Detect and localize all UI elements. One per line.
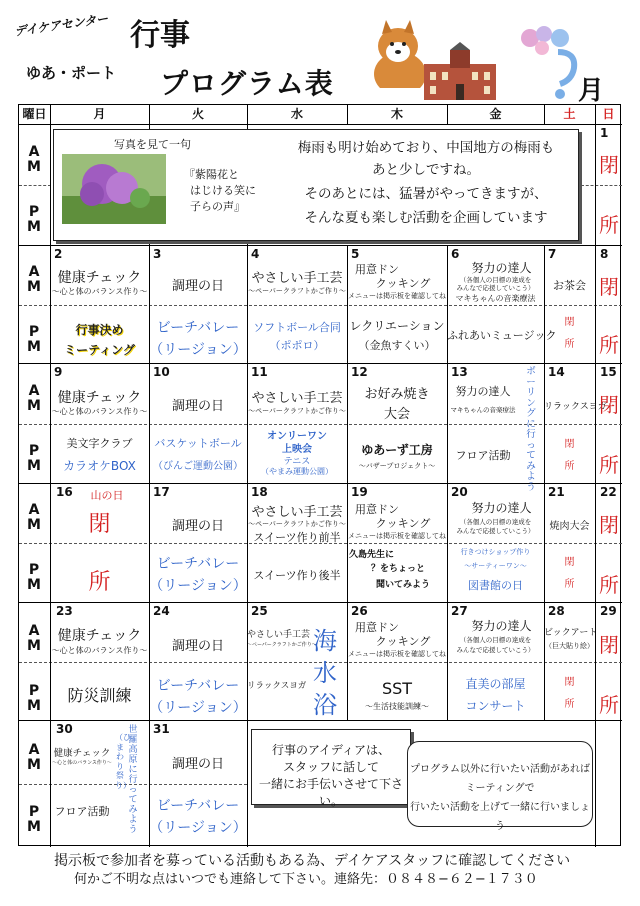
activity: ふれあいミュージック [447, 329, 557, 342]
pm-label: P M [27, 443, 41, 474]
note-box-meeting [407, 741, 593, 832]
am-label: A M [27, 502, 41, 533]
day-number: 31 [153, 722, 170, 736]
haiku-line1: 『紫陽花と [184, 168, 239, 181]
org-name: デイケアセンター [13, 11, 109, 39]
footer-note: 掲示板で参加者を募っている活動もある為、デイケアスタッフに確認してください [54, 853, 571, 869]
intro-box [53, 129, 579, 241]
closed-label: 閉 [88, 512, 111, 537]
activity: 大会 [383, 407, 410, 422]
activity: 調理の日 [171, 639, 224, 654]
activity: リラックスヨガ [544, 402, 607, 412]
activity-sub: 〜心と体のバランス作り〜 [51, 287, 148, 296]
activity: フロア活動 [455, 449, 511, 462]
closed-label: 所 [599, 213, 619, 237]
activity: 努力の達人 [471, 501, 532, 515]
activity: ビーチバレー [156, 798, 240, 814]
activity: 健康チェック [57, 270, 142, 286]
activity-sub: 〜生活技能訓練〜 [365, 702, 429, 711]
closed-label: 閉 [599, 633, 619, 657]
closed-label: 閉 [599, 393, 619, 417]
closed-label: 所 [564, 339, 575, 350]
haiku-line3: 子らの声』 [190, 200, 245, 213]
day-number: 12 [351, 365, 368, 379]
footer-contact: 何かご不明な点はいつでも連絡して下さい。連絡先：０８４８−６２−１７３０ [74, 872, 538, 887]
activity: SST [381, 679, 413, 698]
activity-sub: マキちゃんの音楽療法 [450, 406, 516, 414]
activity: 直美の部屋 [465, 677, 526, 691]
day-number: 27 [451, 604, 468, 618]
activity-big: 水 [313, 659, 337, 687]
photo-caption: 写真を見て一句 [114, 138, 191, 151]
activity: 〜サーティーワン〜 [464, 562, 527, 570]
activity-sub: みんなで応援していこう） [456, 284, 535, 292]
activity: クッキング [375, 517, 431, 530]
col-header-fri: 金 [489, 107, 502, 121]
activity: フロア活動 [54, 805, 110, 818]
activity: 調理の日 [171, 279, 224, 294]
activity: お茶会 [553, 279, 586, 292]
activity: 健康チェック [57, 390, 142, 406]
activity: 努力の達人 [455, 385, 511, 398]
day-number: 16 [56, 485, 73, 499]
day-number: 13 [451, 365, 468, 379]
note-line: スタッフに話して [282, 760, 379, 774]
message-line1: 梅雨も明け始めており、中国地方の梅雨も [297, 140, 555, 156]
day-number: 11 [251, 365, 268, 379]
activity: コンサート [465, 699, 526, 713]
day-number: 9 [54, 365, 63, 379]
activity: レクリエーション [349, 319, 445, 333]
activity-sub: みんなで応援していこう） [456, 646, 535, 654]
closed-label: 閉 [599, 275, 619, 299]
activity: ビーチバレー [156, 320, 240, 336]
day-number: 15 [600, 365, 617, 379]
activity: クッキング [375, 277, 431, 290]
activity-sub: みんなで応援していこう） [456, 527, 535, 535]
day-number: 7 [548, 247, 557, 261]
note-line: 行いたい活動を上げて一緒に行いましょう [410, 802, 590, 832]
pm-label: P M [27, 683, 41, 714]
day-number: 20 [451, 485, 468, 499]
note-line: ミーティングで [465, 783, 535, 794]
page-title-line1: 行事 [130, 18, 190, 53]
note-line: 行事のアイディアは、 [272, 743, 390, 757]
activity: ビーチバレー [156, 556, 240, 572]
note-line: 一緒にお手伝いさせて下さい。 [258, 777, 403, 808]
col-header-thu: 木 [390, 107, 403, 121]
day-number: 6 [451, 247, 460, 261]
month-label: 月 [578, 76, 605, 106]
station-illustration [420, 40, 500, 102]
pm-label: P M [27, 562, 41, 593]
day-number: 24 [153, 604, 170, 618]
day-number: 1 [600, 126, 609, 140]
am-label: A M [27, 383, 41, 414]
activity: やさしい手工芸 [251, 271, 343, 286]
activity: 焼肉大会 [549, 521, 590, 532]
activity-sub: 〜ペーパークラフトかご作り〜 [248, 407, 346, 415]
day-number: 21 [548, 485, 565, 499]
activity: 調理の日 [171, 519, 224, 534]
activity-big: 海 [313, 627, 337, 655]
activity: 努力の達人 [471, 261, 532, 275]
activity: （やまみ運動公園） [261, 467, 333, 476]
activity: （リージョン） [149, 578, 247, 594]
org-subname: ゆあ・ポート [26, 64, 117, 82]
day-number: 30 [56, 722, 73, 736]
activity: オンリーワン [267, 431, 327, 442]
activity-sub: 〜バザープロジェクト〜 [358, 462, 436, 470]
activity: カラオケBOX [63, 459, 136, 473]
activity: 健康チェック [57, 628, 142, 644]
activity-sub: メニューは掲示板を確認してね [348, 292, 446, 300]
col-header-mon: 月 [93, 107, 106, 121]
day-number: 10 [153, 365, 170, 379]
activity-vertical: ボーリングに行ってみよう [526, 366, 536, 493]
activity: クッキング [375, 635, 431, 648]
program-table [18, 104, 621, 846]
am-label: A M [27, 742, 41, 773]
activity: やさしい手工芸 [251, 391, 343, 406]
activity: 努力の達人 [471, 619, 532, 633]
closed-label: 所 [599, 333, 619, 357]
activity-vertical: （ひまわり祭り） [115, 733, 131, 790]
closed-label: 所 [564, 579, 575, 590]
activity: （リージョン） [149, 700, 247, 716]
day-number: 25 [251, 604, 268, 618]
note-line: プログラム以外に行いたい活動があれば [410, 764, 590, 775]
col-header-youbi: 曜日 [22, 107, 47, 121]
activity-sub: （各個人の目標の達成を [459, 636, 532, 644]
activity: お好み焼き [364, 387, 430, 402]
closed-label: 所 [599, 453, 619, 477]
activity: （リージョン） [149, 342, 247, 358]
activity-sub: メニューは掲示板を確認してね [348, 532, 446, 540]
am-label: A M [27, 144, 41, 175]
activity: リラックスヨガ [247, 681, 307, 691]
closed-label: 所 [599, 693, 619, 717]
am-label: A M [27, 264, 41, 295]
pm-label: P M [27, 204, 41, 235]
haiku-line2: はじける笑に [190, 184, 256, 197]
activity: 調理の日 [171, 757, 224, 772]
activity: ビーチバレー [156, 678, 240, 694]
closed-label: 閉 [564, 557, 575, 568]
activity: 行事決め [75, 323, 124, 337]
activity: ゆあーず工房 [361, 443, 433, 457]
day-number: 2 [54, 247, 63, 261]
activity-sub: 〜心と体のバランス作り〜 [51, 646, 148, 655]
closed-label: 所 [599, 573, 619, 597]
closed-label: 閉 [564, 677, 575, 688]
day-number: 14 [548, 365, 565, 379]
hydrangea-photo [62, 154, 166, 224]
activity-big: 浴 [313, 691, 337, 719]
activity: 行きつけショップ作り [460, 548, 531, 556]
page-title-line2: プログラム表 [160, 67, 334, 100]
activity: やさしい手工芸 [247, 630, 311, 640]
closed-label: 所 [564, 461, 575, 472]
note-box-ideas [251, 729, 411, 808]
day-number: 8 [600, 247, 609, 261]
day-number: 3 [153, 247, 162, 261]
activity: ビックアート [544, 628, 598, 638]
am-label: A M [27, 623, 41, 654]
day-number: 26 [351, 604, 368, 618]
activity: 聞いてみよう [375, 580, 430, 590]
closed-label: 閉 [564, 317, 575, 328]
activity: 防災訓練 [67, 686, 132, 705]
activity: 調理の日 [171, 399, 224, 414]
day-number: 19 [351, 485, 368, 499]
day-number: 17 [153, 485, 170, 499]
closed-label: 所 [88, 570, 111, 595]
activity: 久島先生に [349, 550, 395, 560]
activity-sub: 〜ペーパークラフトかご作り〜 [248, 287, 346, 295]
day-number: 4 [251, 247, 260, 261]
activity: やさしい手工芸 [251, 505, 343, 520]
activity: バスケットボール [154, 437, 242, 450]
day-number: 18 [251, 485, 268, 499]
message-line4: そんな夏も楽しむ活動を企画しています [304, 210, 548, 226]
activity: マキちゃんの音楽療法 [455, 294, 536, 303]
activity: スイーツ作り後半 [253, 569, 341, 582]
activity: テニス [283, 457, 311, 467]
activity: （金魚すくい） [358, 339, 436, 352]
activity: （リージョン） [149, 820, 247, 836]
closed-label: 閉 [599, 153, 619, 177]
activity: ソフトボール合同 [253, 321, 341, 334]
activity: ミーティング [64, 343, 135, 357]
activity: 用意ドン [355, 263, 399, 276]
activity: 用意ドン [355, 621, 399, 634]
activity: 用意ドン [355, 503, 399, 516]
message-line2: あと少しですね。 [372, 162, 480, 178]
activity-sub: （巨大貼り絵） [545, 642, 594, 650]
activity: 美文字クラブ [66, 437, 133, 450]
activity: スイーツ作り前半 [253, 531, 341, 544]
col-header-sun: 日 [602, 107, 615, 121]
day-number: 5 [351, 247, 360, 261]
activity: （びんご運動公園） [153, 461, 243, 472]
col-header-wed: 水 [290, 107, 303, 121]
day-number: 28 [548, 604, 565, 618]
hydrangea-illustration [512, 22, 588, 102]
activity-sub: 〜ペーパークラフトかご作り〜 [248, 520, 346, 528]
pm-label: P M [27, 324, 41, 355]
activity: ？をちょっと [370, 564, 425, 574]
activity-sub: （各個人の目標の達成を [459, 518, 532, 526]
day-number: 23 [56, 604, 73, 618]
activity-vertical: 世羅高原に行ってみよう [128, 725, 138, 835]
closed-label: 所 [564, 699, 575, 710]
col-header-sat: 土 [563, 107, 576, 121]
closed-label: 閉 [599, 513, 619, 537]
activity: 上映会 [282, 444, 312, 455]
activity-sub: （各個人の目標の達成を [459, 276, 532, 284]
day-number: 29 [600, 604, 617, 618]
activity-sub: 〜ペーパークラフトかご作り〜 [247, 642, 317, 648]
day-number: 22 [600, 485, 617, 499]
activity-sub: 〜心と体のバランス作り〜 [52, 760, 112, 766]
closed-label: 閉 [564, 439, 575, 450]
activity-sub: 〜心と体のバランス作り〜 [51, 407, 148, 416]
holiday-label: 山の日 [90, 489, 124, 502]
pm-label: P M [27, 804, 41, 835]
message-line3: そのあとには、猛暑がやってきますが、 [304, 186, 548, 202]
activity: （ポポロ） [269, 339, 325, 352]
activity-sub: メニューは掲示板を確認してね [348, 650, 446, 658]
activity: 健康チェック [53, 748, 111, 759]
col-header-tue: 火 [191, 107, 204, 121]
activity: 図書館の日 [468, 579, 523, 592]
